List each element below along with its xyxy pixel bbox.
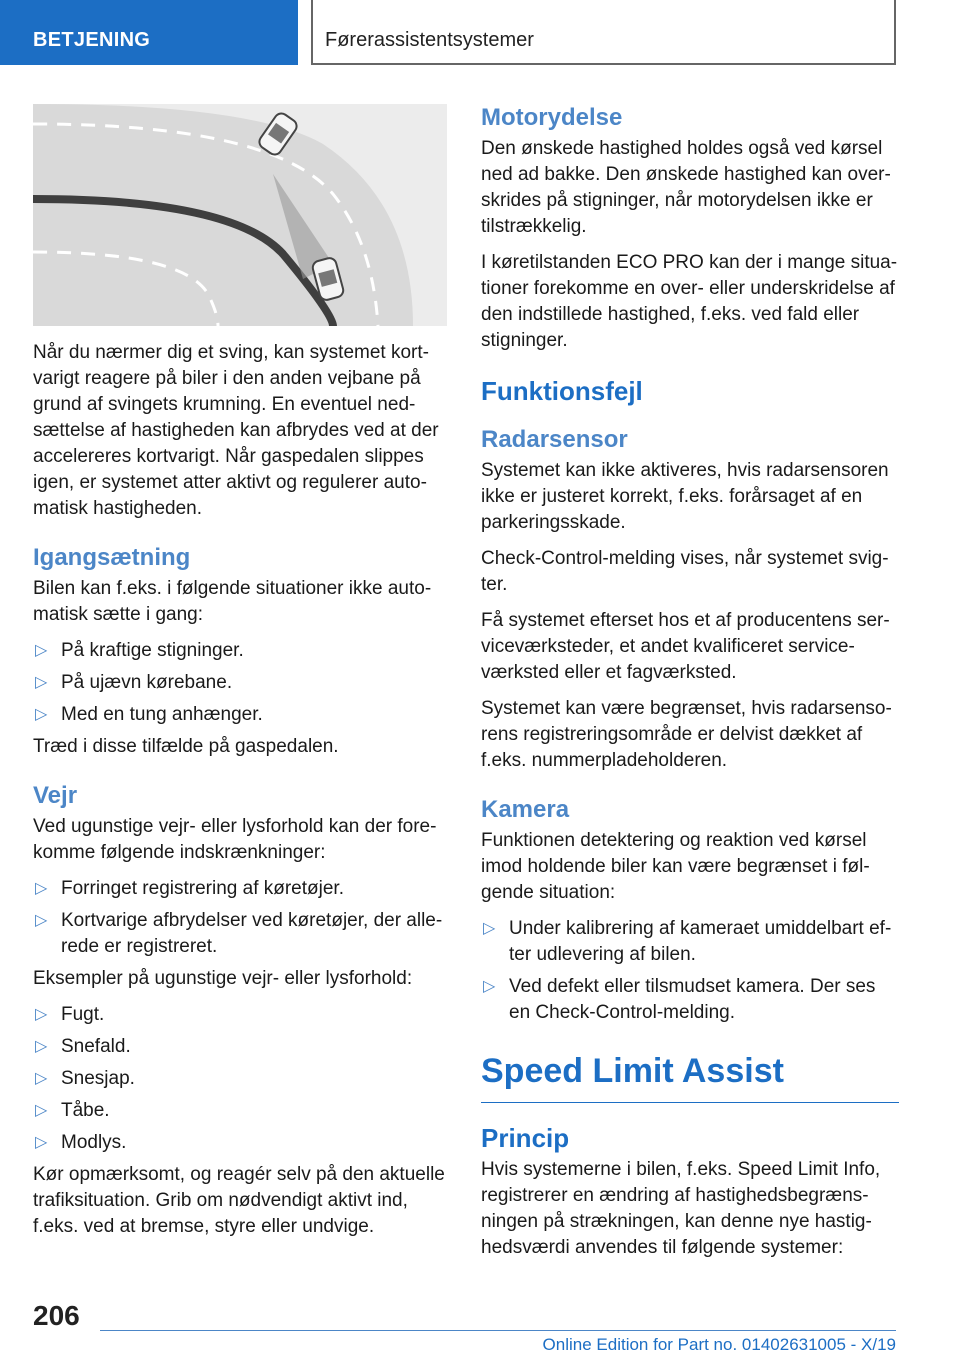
radarsensor-p2: Check-Control-melding vises, når systemet svigter. [481,548,889,595]
triangle-bullet-icon: ▷ [483,978,496,995]
princip-text: Hvis systemerne i bilen, f.eks. Speed Limit Info, registrerer en ændring af hastighedsbegrænsningen på strækningen, kan denne nye hastighedsværdi anvendes til følgende systemer: [481,1159,881,1258]
triangle-bullet-icon: ▷ [35,642,48,659]
list-item: ▷ Forringet registrering af køretøjer. [33,876,451,902]
igangsaetning-list [33,638,451,728]
igangsaetning-heading: Igangsætning [33,544,191,571]
vejr-heading: Vejr [33,782,78,809]
list-item: ▷ Tåbe. [33,1098,451,1124]
triangle-bullet-icon: ▷ [35,1102,48,1119]
list-item: ▷ Modlys. [33,1130,451,1156]
triangle-bullet-icon: ▷ [35,1006,48,1023]
radarsensor-heading: Radarsensor [481,426,628,453]
intro-paragraph: Når du nærmer dig et sving, kan systemet kortvarigt reagere på biler i den anden vejbane på grund af svingets krumning. En eventuel nedsættelse af hastigheden kan afbrydes ved at der accelereres kortvarigt. Når gaspedalen slippes igen, er systemet atter aktivt og regulerer automatisk hastigheden. [33,342,439,519]
triangle-bullet-icon: ▷ [35,674,48,691]
radarsensor-p3: Få systemet efterset hos et af producentens serviceværksteder, et andet kvalificeret serviceværksted eller et fagværksted. [481,610,890,683]
list-item: ▷ Fugt. [33,1002,451,1028]
igangsaetning-after: Træd i disse tilfælde på gaspedalen. [33,736,339,757]
vejr-list [33,876,451,960]
triangle-bullet-icon: ▷ [35,1038,48,1055]
curve-road-illustration [33,104,447,326]
kamera-text: Funktionen detektering og reaktion ved kørsel imod holdende biler kan være begrænset i følgende situation: [481,830,870,903]
radarsensor-p4: Systemet kan være begrænset, hvis radarsensorens registreringsområde er delvist dækket af f.eks. nummerpladeholderen. [481,698,892,771]
princip-heading: Princip [481,1123,570,1153]
igangsaetning-text: Bilen kan f.eks. i følgende situationer ikke automatisk sætte i gang: [33,578,432,625]
radarsensor-p1: Systemet kan ikke aktiveres, hvis radarsensoren ikke er justeret korrekt, f.eks. forårsaget af en parkeringsskade. [481,460,889,533]
triangle-bullet-icon: ▷ [483,920,496,937]
kamera-list [481,916,899,1026]
funktionsfejl-heading: Funktionsfejl [481,376,643,406]
triangle-bullet-icon: ▷ [35,1070,48,1087]
motorydelse-p1: Den ønskede hastighed holdes også ved kørsel ned ad bakke. Den ønskede hastighed kan overskrides på stigninger, når motorydelsen ikke er tilstrækkelig. [481,138,891,237]
footer-divider [100,1330,896,1331]
vejr-after: Kør opmærksomt, og reagér selv på den aktuelle trafiksituation. Grib om nødvendigt aktivt ind, f.eks. ved at bremse, styre eller undvige. [33,1164,445,1237]
triangle-bullet-icon: ▷ [35,1134,48,1151]
list-item: ▷ Snefald. [33,1034,451,1060]
page-number: 206 [33,1300,80,1331]
kamera-heading: Kamera [481,796,570,823]
vejr-examples-list [33,1002,451,1156]
speed-limit-assist-heading: Speed Limit Assist [481,1052,899,1103]
edition-footer: Online Edition for Part no. 01402631005 - X/19 [542,1335,896,1354]
chapter-header [311,0,896,65]
chapter-title: Førerassistentsystemer [325,29,534,51]
list-item: ▷ På kraftige stigninger. [33,638,451,664]
list-item: ▷ Snesjap. [33,1066,451,1092]
left-column [33,104,451,1250]
triangle-bullet-icon: ▷ [35,912,48,929]
vejr-examples-text: Eksempler på ugunstige vejr- eller lysforhold: [33,968,413,989]
list-item: ▷ Under kalibrering af kameraet umiddelbart efter udlevering af bilen. [483,918,892,965]
list-item: ▷ Med en tung anhænger. [33,702,451,728]
section-label: BETJENING [33,29,151,51]
vejr-text: Ved ugunstige vejr- eller lysforhold kan der forekomme følgende indskrænkninger: [33,816,437,863]
list-item: ▷ Ved defekt eller tilsmudset kamera. Der ses en Check-Control-melding. [483,976,876,1023]
motorydelse-heading: Motorydelse [481,104,623,131]
section-tab [0,0,298,65]
triangle-bullet-icon: ▷ [35,880,48,897]
list-item: ▷ På ujævn kørebane. [33,670,451,696]
triangle-bullet-icon: ▷ [35,706,48,723]
list-item: ▷ Kortvarige afbrydelser ved køretøjer, der allerede er registreret. [35,910,443,957]
motorydelse-p2: I køretilstanden ECO PRO kan der i mange situationer forekomme en over- eller underskridelse af den indstillede hastighed, f.eks. ved fald eller stigninger. [481,252,898,351]
right-column [481,104,899,1271]
